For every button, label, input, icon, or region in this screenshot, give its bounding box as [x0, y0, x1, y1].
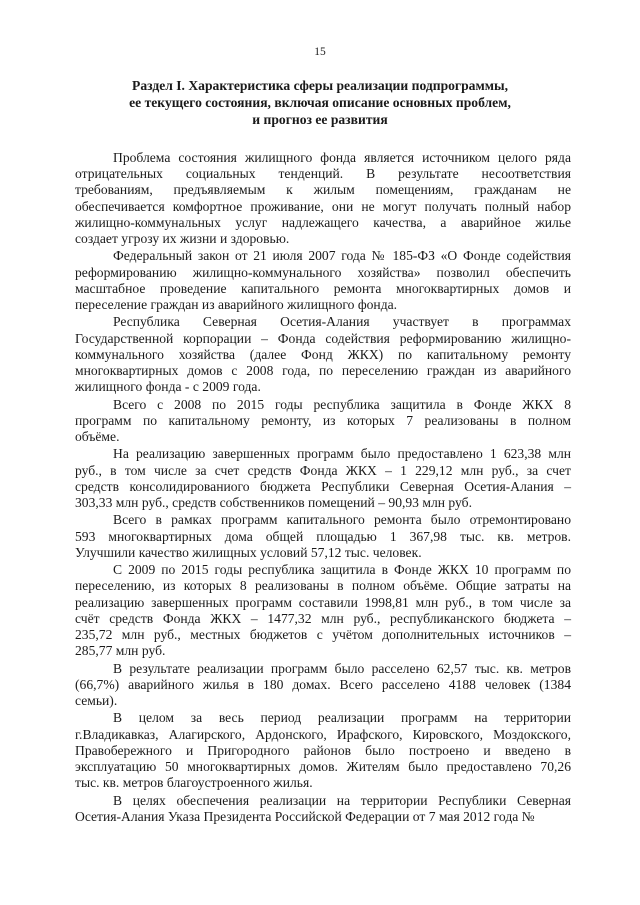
heading-line: и прогноз ее развития: [252, 112, 388, 127]
text-line: руб., в том числе за счет средств Фонда ЖКХ – 1 229,12 млн руб., за счет: [75, 462, 571, 478]
text-line: реформированию жилищно-коммунального хозяйства» позволил обеспечить: [75, 264, 571, 280]
text-line: С 2009 по 2015 годы республика защитила в Фонде ЖКХ 10 программ по: [113, 562, 571, 578]
text-line: 593 многоквартирных дома общей площадью 1 367,98 тыс. кв. метров.: [75, 528, 571, 544]
paragraph: [75, 446, 571, 511]
text-line: эксплуатацию 50 многоквартирных домов. Жителям было предоставлено 70,26: [75, 759, 571, 775]
text-line: коммунального хозяйства (далее Фонд ЖКХ) по капитальному ремонту: [75, 346, 571, 362]
paragraph: [75, 710, 571, 791]
paragraph: [75, 248, 571, 313]
text-line: жилищного фонда - с 2009 года.: [75, 379, 261, 395]
paragraph: [75, 512, 571, 561]
text-line: объёме.: [75, 429, 120, 445]
text-line: г.Владикавказ, Алагирского, Ардонского, Ирафского, Кировского, Моздокского,: [75, 726, 571, 742]
paragraph: [75, 397, 571, 446]
text-line: масштабное проведение капитального ремонта многоквартирных домов и: [75, 280, 571, 296]
text-line: Всего в рамках программ капитального ремонта было отремонтировано: [113, 512, 571, 528]
text-line: обеспечивается комфортное проживание, они не могут получать полный набор: [75, 198, 571, 214]
text-line: Федеральный закон от 21 июля 2007 года № 185-ФЗ «О Фонде содействия: [113, 248, 571, 264]
paragraph: [75, 661, 571, 710]
text-line: переселению, из которых 8 реализованы в полном объёме. Общие затраты на: [75, 578, 571, 594]
text-line: На реализацию завершенных программ было предоставлено 1 623,38 млн: [113, 446, 571, 462]
text-line: тыс. кв. метров благоустроенного жилья.: [75, 775, 313, 791]
text-line: создает угрозу их жизни и здоровью.: [75, 231, 290, 247]
text-line: счёт средств Фонда ЖКХ – 1477,32 млн руб., республиканского бюджета –: [75, 610, 571, 626]
text-line: реализацию завершенных программ составили 1998,81 млн руб., в том числе за: [75, 594, 571, 610]
paragraph: [75, 793, 571, 825]
heading-line: Раздел I. Характеристика сферы реализации подпрограммы,: [132, 78, 508, 93]
paragraph: [75, 314, 571, 395]
text-line: отрицательных социальных тенденций. В результате несоответствия: [75, 166, 571, 182]
text-line: 303,33 млн руб., средств собственников помещений – 90,93 млн руб.: [75, 495, 472, 511]
text-line: Осетия-Алания Указа Президента Российской Федерации от 7 мая 2012 года №: [75, 808, 535, 824]
text-line: В целях обеспечения реализации на территории Республики Северная: [113, 792, 571, 808]
text-line: Всего с 2008 по 2015 годы республика защитила в Фонде ЖКХ 8: [113, 396, 571, 412]
text-line: многоквартирных домов с 2008 года, по переселению граждан из аварийного: [75, 363, 571, 379]
paragraph: [75, 150, 571, 247]
heading-line: ее текущего состояния, включая описание основных проблем,: [129, 95, 511, 110]
text-line: семьи).: [75, 693, 118, 709]
text-line: жилищно-коммунальных услуг надлежащего качества, а аварийное жилье: [75, 214, 571, 230]
text-line: 235,72 млн руб., местных бюджетов с учётом дополнительных источников –: [75, 627, 571, 643]
text-line: переселение граждан из аварийного жилищного фонда.: [75, 297, 398, 313]
text-line: 285,77 млн руб.: [75, 643, 166, 659]
body-text: [75, 150, 571, 826]
text-line: (66,7%) аварийного жилья в 180 домах. Всего расселено 4188 человек (1384: [75, 676, 571, 692]
text-line: Правобережного и Пригородного районов было построено и введено в: [75, 742, 571, 758]
page-number: 15: [314, 46, 326, 58]
text-line: Улучшили качество жилищных условий 57,12 тыс. человек.: [75, 544, 422, 560]
text-line: Государственной корпорации – Фонда содействия реформированию жилищно-: [75, 330, 571, 346]
text-line: В целом за весь период реализации программ на территории: [113, 710, 571, 726]
paragraph: [75, 562, 571, 659]
text-line: В результате реализации программ было расселено 62,57 тыс. кв. метров: [113, 660, 571, 676]
text-line: требованиям, предъявляемым к жилым помещениям, гражданам не: [75, 182, 571, 198]
text-line: средств консолидированиого бюджета Республики Северная Осетия-Алания –: [75, 478, 571, 494]
text-line: Республика Северная Осетия-Алания участвует в программах: [113, 314, 571, 330]
text-line: программ по капитальному ремонту, из которых 7 реализованы в полном: [75, 412, 571, 428]
text-line: Проблема состояния жилищного фонда является источником целого ряда: [113, 150, 571, 165]
section-heading: [110, 77, 530, 128]
